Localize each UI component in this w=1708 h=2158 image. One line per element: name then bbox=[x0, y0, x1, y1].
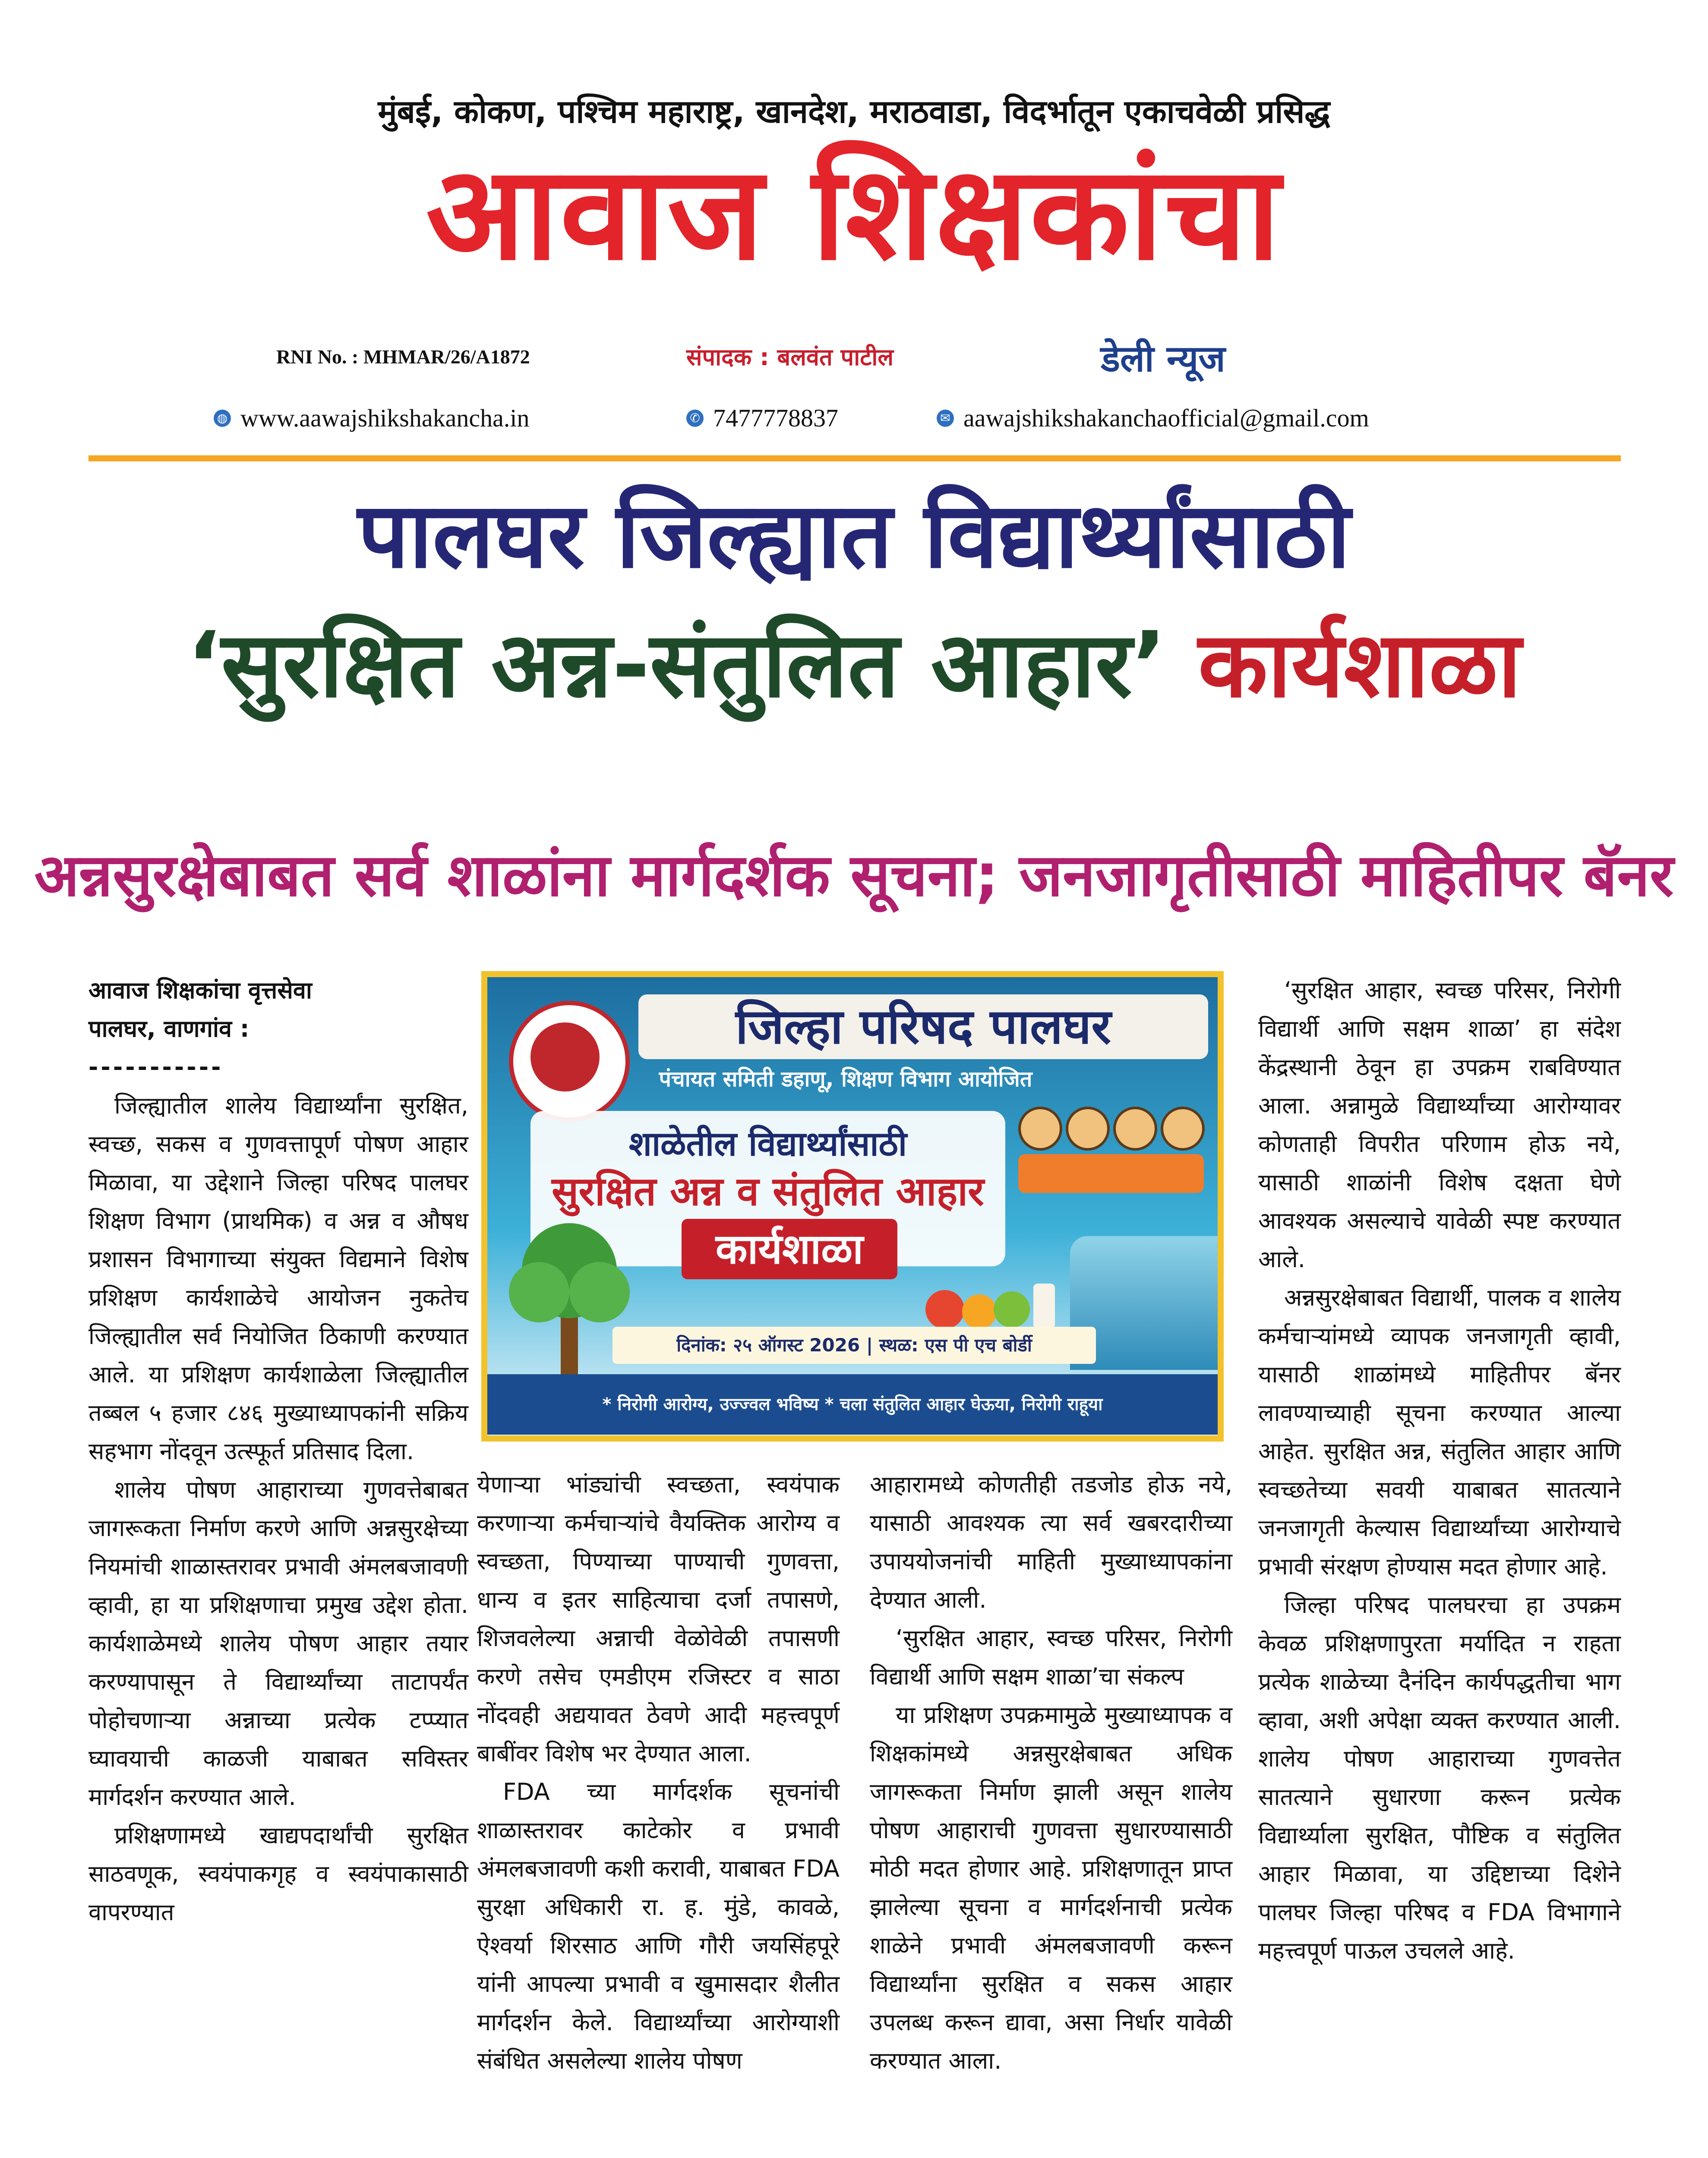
banner-line3: कार्यशाळा bbox=[682, 1219, 897, 1279]
headline-line2-red: कार्यशाळा bbox=[1198, 612, 1522, 718]
paragraph: जिल्हा परिषद पालघरचा हा उपक्रम केवळ प्रशिक्षणापुरता मर्यादित न राहता प्रत्येक शाळेच्या दैनंदिन कार्यपद्धतीचा भाग व्हावा, अशी अपेक्षा व्यक्त करण्यात आली. शालेय पोषण आहाराच्या गुणवत्तेत सातत्याने सुधारणा करून प्रत्येक विद्यार्थ्याला सुरक्षित, पौष्टिक व संतुलित आहार मिळावा, या उद्दिष्टाच्या दिशेने पालघर जिल्हा परिषद व FDA विभागाने महत्त्वपूर्ण पाऊल उचलले आहे. bbox=[1258, 1591, 1621, 1964]
banner-date-venue: दिनांक: २५ ऑगस्ट 2026 | स्थळ: एस पी एच बोर्डी bbox=[612, 1327, 1096, 1364]
rni-number: RNI No. : MHMAR/26/A1872 bbox=[276, 346, 530, 368]
email-icon: ✉ bbox=[937, 410, 954, 427]
article-column-4 bbox=[1258, 971, 1621, 1970]
phone-icon: ✆ bbox=[686, 410, 704, 427]
article-column-2 bbox=[477, 1465, 840, 2080]
zilla-parishad-logo bbox=[509, 1001, 630, 1122]
section-subheading: ‘सुरक्षित आहार, स्वच्छ परिसर, निरोगी विद्यार्थी आणि सक्षम शाळा’चा संकल्प bbox=[870, 1625, 1232, 1690]
article-column-1 bbox=[88, 971, 468, 1931]
headline-line2-green: ‘सुरक्षित अन्न-संतुलित आहार’ bbox=[186, 612, 1167, 718]
website-text: www.aawajshikshakancha.in bbox=[240, 404, 530, 432]
subheadline: अन्नसुरक्षेबाबत सर्व शाळांना मार्गदर्शक सूचना; जनजागृतीसाठी माहितीपर बॅनर bbox=[34, 842, 1674, 910]
banner-line2: सुरक्षित अन्न व संतुलित आहार bbox=[552, 1168, 984, 1215]
email-text: aawajshikshakanchaofficial@gmail.com bbox=[963, 404, 1369, 432]
paragraph: येणाऱ्या भांड्यांची स्वच्छता, स्वयंपाक करणाऱ्या कर्मचाऱ्यांचे वैयक्तिक आरोग्य व स्वच्छता, पिण्याच्या पाण्याची गुणवत्ता, धान्य व इतर साहित्याचा दर्जा तपासणे, शिजवलेल्या अन्नाची वेळोवेळी तपासणी करणे तसेच एमडीएम रजिस्टर व साठा नोंदवही अद्ययावत ठेवणे आदी महत्त्वपूर्ण बाबींवर विशेष भर देण्यात आला. bbox=[477, 1471, 840, 1767]
banner-title: जिल्हा परिषद पालघर bbox=[638, 994, 1208, 1059]
headline-line1: पालघर जिल्ह्यात विद्यार्थ्यांसाठी bbox=[357, 483, 1351, 588]
paragraph: या प्रशिक्षण उपक्रमामुळे मुख्याध्यापक व शिक्षकांमध्ये अन्नसुरक्षेबाबत अधिक जागरूकता निर्माण झाली असून शालेय पोषण आहाराची गुणवत्ता सुधारण्यासाठी मोठी मदत होणार आहे. प्रशिक्षणातून प्राप्त झालेल्या सूचना व मार्गदर्शनाची प्रत्येक शाळेने प्रभावी अंमलबजावणी करून विद्यार्थ्यांना सुरक्षित व सकस आहार उपलब्ध करून द्यावा, असा निर्धार यावेळी करण्यात आला. bbox=[870, 1701, 1232, 2074]
globe-icon: ◍ bbox=[214, 410, 231, 427]
paragraph: जिल्ह्यातील शालेय विद्यार्थ्यांना सुरक्षित, स्वच्छ, सकस व गुणवत्तापूर्ण पोषण आहार मिळावा, या उद्देशाने जिल्हा परिषद पालघर शिक्षण विभाग (प्राथमिक) व अन्न व औषध प्रशासन विभागाच्या संयुक्त विद्यमाने विशेष प्रशिक्षण कार्यशाळेचे आयोजन नुकतेच जिल्ह्यातील सर्व नियोजित ठिकाणी करण्यात आले. या प्रशिक्षण कार्यशाळेला जिल्ह्यातील तब्बल ५ हजार ८४६ मुख्याध्यापकांनी सक्रिय सहभाग नोंदवून उत्स्फूर्त प्रतिसाद दिला. bbox=[88, 1092, 468, 1465]
contact-website[interactable] bbox=[214, 404, 529, 432]
food-illustration bbox=[923, 1275, 1066, 1331]
daily-news-label: डेली न्यूज bbox=[1101, 338, 1225, 380]
paragraph: आहारामध्ये कोणतीही तडजोड होऊ नये, यासाठी आवश्यक त्या सर्व खबरदारीच्या उपाययोजनांची माहिती मुख्याध्यापकांना देण्यात आली. bbox=[870, 1471, 1232, 1613]
contact-phone[interactable] bbox=[686, 404, 838, 432]
paragraph: शालेय पोषण आहाराच्या गुणवत्तेबाबत जागरूकता निर्माण करणे आणि अन्नसुरक्षेच्या नियमांची शाळास्तरावर प्रभावी अंमलबजावणी व्हावी, हा या प्रशिक्षणाचा प्रमुख उद्देश होता. कार्यशाळेमध्ये शालेय पोषण आहार तयार करण्यापासून ते विद्यार्थ्यांच्या ताटापर्यंत पोहोचणाऱ्या अन्नाच्या प्रत्येक टप्प्यात घ्यावयाची काळजी याबाबत सविस्तर मार्गदर्शन करण्यात आले. bbox=[88, 1476, 468, 1811]
banner-subtitle: पंचायत समिती डहाणू, शिक्षण विभाग आयोजित bbox=[659, 1066, 1032, 1092]
banner-footer-slogan: * निरोगी आरोग्य, उज्ज्वल भविष्य * चला संतुलित आहार घेऊया, निरोगी राहूया bbox=[487, 1374, 1218, 1435]
byline-place: पालघर, वाणगांव : bbox=[88, 1015, 249, 1042]
phone-text: 7477778837 bbox=[713, 404, 838, 432]
paragraph: ‘सुरक्षित आहार, स्वच्छ परिसर, निरोगी विद्यार्थी आणि सक्षम शाळा’ हा संदेश केंद्रस्थानी ठेवून हा उपक्रम राबविण्यात आला. अन्नामुळे विद्यार्थ्यांच्या आरोग्यावर कोणताही विपरीत परिणाम होऊ नये, यासाठी शाळांनी विशेष दक्षता घेणे आवश्यक असल्याचे यावेळी स्पष्ट करण्यात आले. bbox=[1258, 977, 1621, 1273]
masthead-divider bbox=[88, 455, 1621, 461]
workshop-banner-image bbox=[481, 971, 1224, 1442]
masthead-tagline: मुंबई, कोकण, पश्चिम महाराष्ट्र, खानदेश, मराठवाडा, विदर्भातून एकाचवेळी प्रसिद्ध bbox=[378, 93, 1330, 130]
paragraph: अन्नसुरक्षेबाबत विद्यार्थी, पालक व शालेय कर्मचाऱ्यांमध्ये व्यापक जनजागृती व्हावी, यासाठी शाळांमध्ये माहितीपर बॅनर लावण्याच्याही सूचना करण्यात आल्या आहेत. सुरक्षित अन्न, संतुलित आहार आणि स्वच्छतेच्या सवयी याबाबत सातत्याने जनजागृती केल्यास विद्यार्थ्यांच्या आरोग्याचे प्रभावी संरक्षण होण्यास मदत होणार आहे. bbox=[1258, 1284, 1621, 1580]
paragraph: प्रशिक्षणामध्ये खाद्यपदार्थांची सुरक्षित साठवणूक, स्वयंपाकगृह व स्वयंपाकासाठी वापरण्यात bbox=[88, 1822, 468, 1926]
editor-name: संपादक : बलवंत पाटील bbox=[686, 344, 894, 371]
banner-line1: शाळेतील विद्यार्थ्यांसाठी bbox=[628, 1125, 907, 1164]
masthead-title: आवाज शिक्षकांचा bbox=[426, 138, 1282, 289]
byline-divider: ----------- bbox=[88, 1054, 224, 1081]
children-illustration bbox=[1018, 1107, 1204, 1193]
paragraph: FDA च्या मार्गदर्शक सूचनांची शाळास्तरावर काटेकोर व प्रभावी अंमलबजावणी कशी करावी, याबाबत FDA सुरक्षा अधिकारी रा. ह. मुंडे, कावळे, ऐश्वर्या शिरसाठ आणि गौरी जयसिंहपूरे यांनी आपल्या प्रभावी व खुमासदार शैलीत मार्गदर्शन केले. विद्यार्थ्यांच्या आरोग्याशी संबंधित असलेल्या शालेय पोषण bbox=[477, 1778, 840, 2074]
article-column-3 bbox=[870, 1465, 1232, 2080]
headline-line2 bbox=[0, 613, 1708, 717]
contact-email[interactable] bbox=[937, 404, 1369, 432]
byline-agency: आवाज शिक्षकांचा वृत्तसेवा bbox=[88, 977, 312, 1004]
